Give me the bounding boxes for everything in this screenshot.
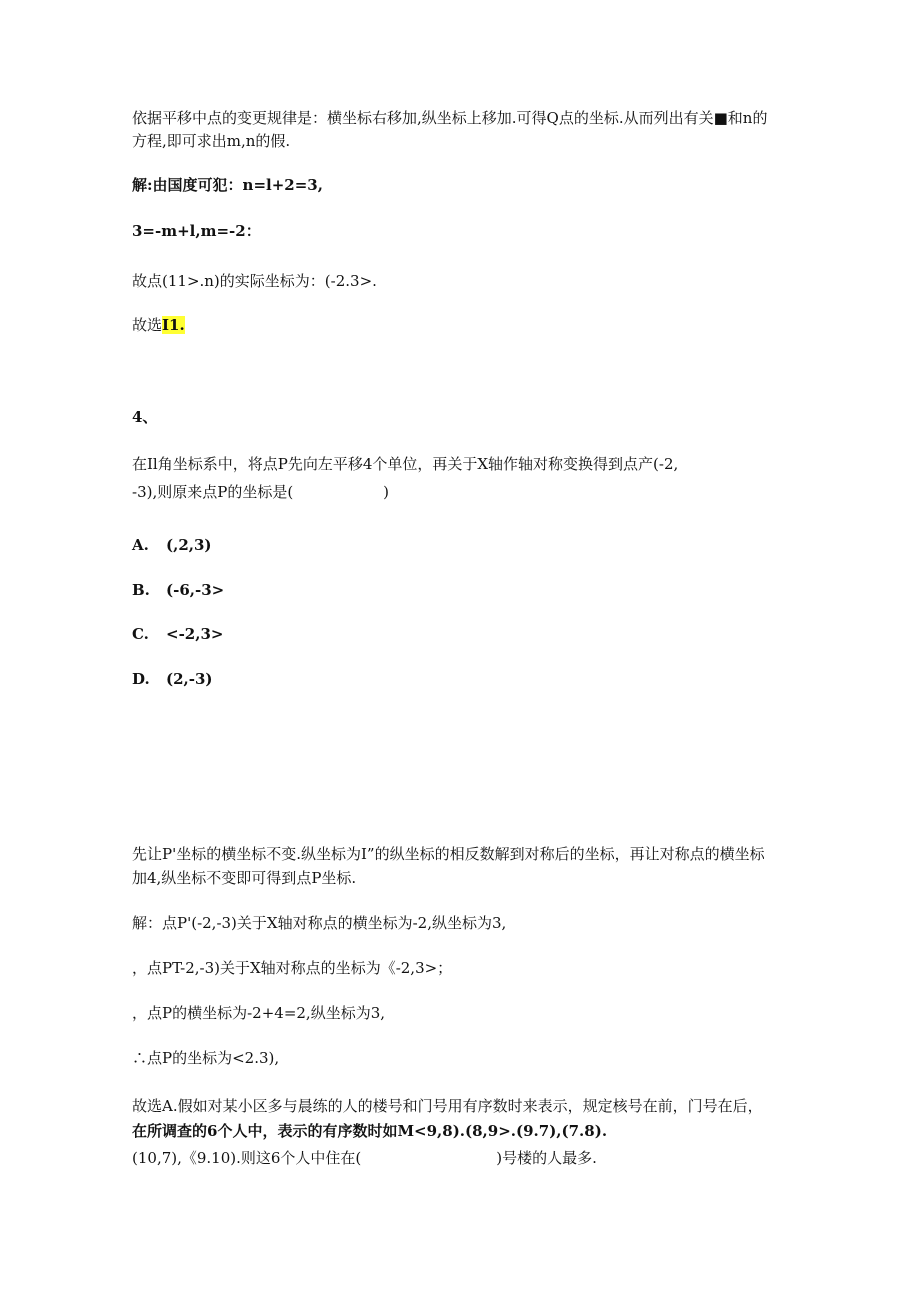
solution-line: 解：点P'(-2,-3)关于X轴对称点的横坐标为-2,纵坐标为3, [132,914,507,932]
option-c [132,623,223,645]
option-value: <-2,3> [166,625,224,643]
option-letter: B. [132,581,150,599]
option-value: (-6,-3> [166,581,225,599]
option-letter: D. [132,670,150,688]
solution-line: 解:由国度可犯：n=l+2=3, [132,176,323,194]
analysis-text-line: 依据平移中点的变更规律是：横坐标右移加,纵坐标上移加.可得Q点的坐标.从而列出有关■和n的 [132,109,768,127]
analysis-text-line: 先让P'坐标的横坐标不变.纵坐标为I”的纵坐标的相反数解到对称后的坐标，再让对称点的横坐标 [132,845,765,863]
answer-highlight: I1. [162,316,185,334]
solution-line: ∴点P的坐标为<2.3), [132,1049,280,1067]
answer-prefix: 故选 [132,316,163,334]
solution-line: 故点(11>.n)的实际坐标为：(-2.3>. [132,272,377,290]
analysis-text-line: 加4,纵坐标不变即可得到点P坐标. [132,869,357,887]
solution-line: 3=-m+l,m=-2： [132,222,261,240]
question-text-line: (10,7),《9.10).则这6个人中住在( )号楼的人最多. [132,1149,597,1167]
option-value: (2,-3) [166,670,213,688]
option-b [132,579,224,601]
option-a [132,534,212,556]
question-stem-line: 在Il角坐标系中，将点P先向左平移4个单位，再关于X轴作轴对称变换得到点产(-2, [132,455,679,473]
solution-line: ，点PT-2,-3)关于X轴对称点的坐标为《-2,3>； [132,959,453,977]
option-value: (,2,3) [166,536,212,554]
question-stem-line: -3),则原来点P的坐标是( ) [132,483,390,501]
question-number: 4、 [132,408,158,426]
option-letter: A. [132,536,149,554]
option-d [132,668,213,690]
option-letter: C. [132,625,149,643]
question-text-line: 在所调查的6个人中，表示的有序数时如M<9,8).(8,9>.(9.7),(7.8). [132,1122,608,1140]
solution-line: ，点P的横坐标为-2+4=2,纵坐标为3, [132,1004,386,1022]
question-text-line: 故选A.假如对某小区多与晨练的人的楼号和门号用有序数时来表示，规定核号在前，门号在后， [132,1097,763,1115]
analysis-text-line: 方程,即可求出m,n的假. [132,132,291,150]
answer-line [132,314,185,336]
